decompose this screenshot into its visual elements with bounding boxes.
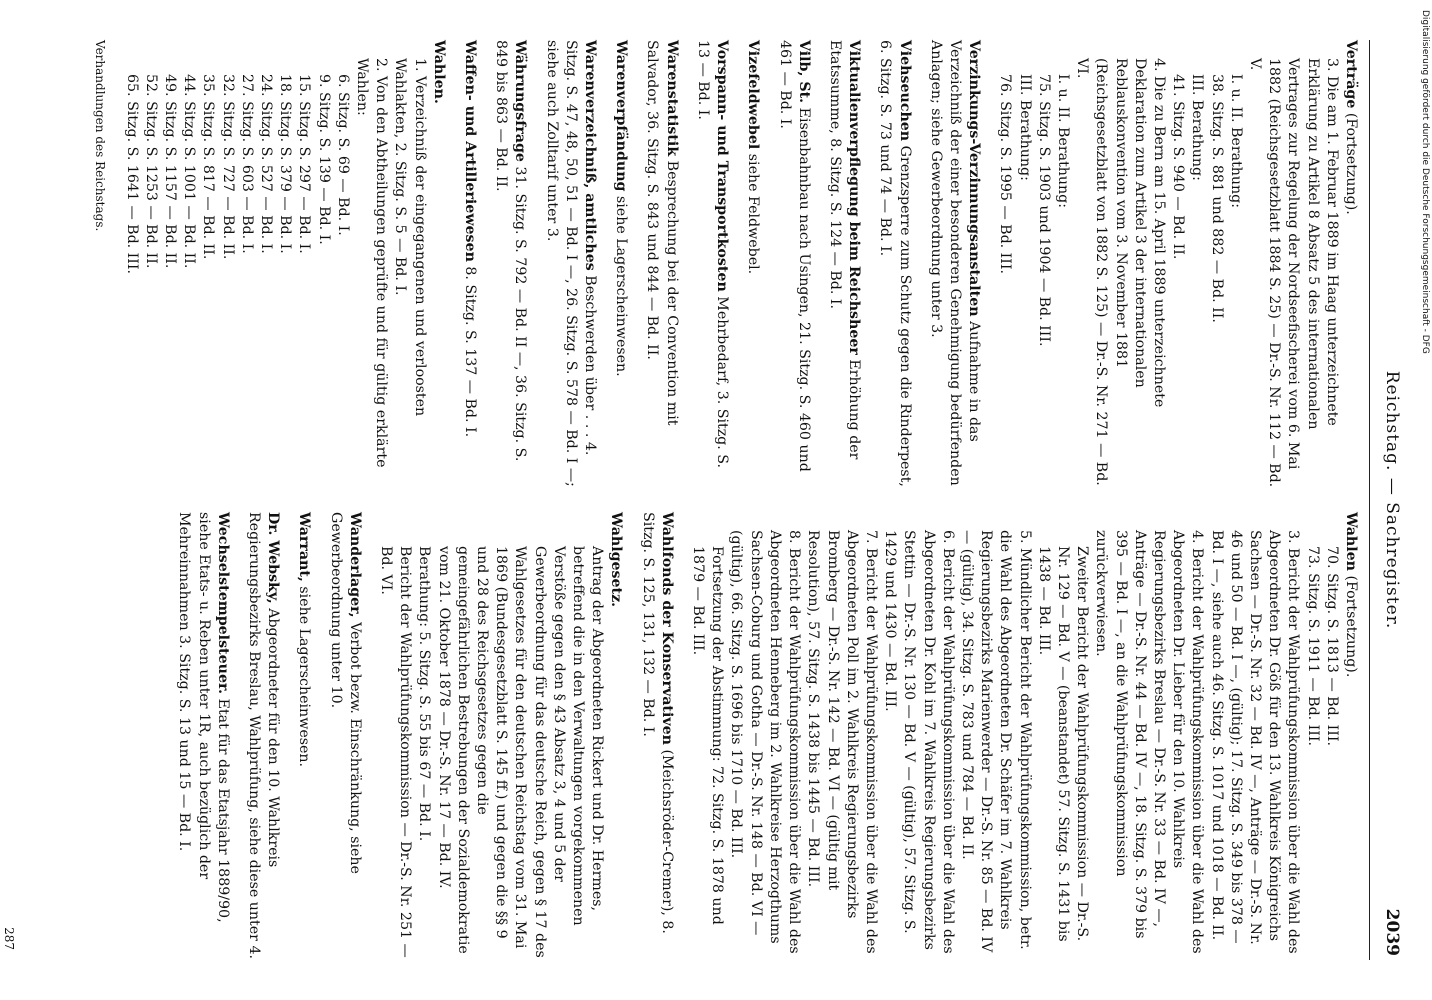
index-entry bbox=[541, 40, 599, 488]
index-entry bbox=[688, 512, 1360, 960]
entry-heading: Vorspann- und Transportkosten bbox=[714, 40, 731, 292]
index-entry bbox=[825, 40, 863, 488]
entry-line: 76. Sitzg. S. 1995 — Bd. III. bbox=[997, 74, 1014, 275]
index-entry bbox=[774, 40, 812, 488]
index-entry bbox=[376, 512, 626, 960]
index-entry bbox=[460, 40, 479, 488]
entry-line: I. u. II. Berathung: bbox=[1227, 74, 1244, 209]
entry-text: Verbot bezw. Einschränkung, siehe Gewerbeordnung unter 10. bbox=[327, 512, 363, 874]
entry-text: 31. Sitzg. S. 792 — Bd. II —, 36. Sitzg. S. 849 bis 863 — Bd. II. bbox=[493, 40, 529, 462]
digitization-note-text: Digitalisierung gefördert durch die Deutsche Forschungsgemeinschaft - DFG bbox=[1420, 10, 1430, 354]
index-entry bbox=[743, 40, 762, 488]
entry-heading: Warenverpfändung bbox=[613, 40, 630, 192]
entry-line: 38. Sitzg. S. 881 und 882 — Bd. II. bbox=[1208, 74, 1225, 323]
index-entry bbox=[637, 512, 675, 960]
entry-heading: Verzinkungs-Verzinnungsanstalten bbox=[966, 40, 983, 317]
entry-line: 4. Bericht der Wahlprüfungskommission über die Wahl des Abgeordneten Dr. Lieber für den 10. Wahlkreis Regierungsbezirks Breslau — Dr.-S. Nr. 33 — Bd. IV —, Anträge — Dr.-S. Nr. 44 — Bd. IV —, 18. Sitzg. S. 379 bis 395 — Bd. I —, an die Wahlprüfungskommission zurückverwiesen. bbox=[1093, 530, 1206, 954]
entry-heading: Warenstatistik bbox=[663, 40, 680, 157]
entry-text: Etat für das Etatsjahr 1889/90, siehe Etats- u. Reben unter 1R, auch bezüglich der Mehreinnahmen 3. Sitzg. S. 13 und 15 — Bd. I. bbox=[176, 512, 231, 923]
running-title: Reichstag. — Sachregister. bbox=[1382, 370, 1402, 630]
entry-line: 2. Von den Abtheilungen geprüfte und für gültig erklärte Wahlen: bbox=[354, 58, 390, 468]
index-entry bbox=[174, 512, 232, 960]
index-entry bbox=[121, 40, 447, 488]
index-entry bbox=[875, 40, 913, 488]
entry-text: Abgeordneter für den 10. Wahlkreis Regierungsbezirks Breslau, Wahlprüfung, siehe diese unter 4. bbox=[246, 512, 282, 959]
entry-heading: Wahlen bbox=[1343, 512, 1359, 571]
index-entry bbox=[325, 512, 363, 960]
entry-line: 6. Bericht der Wahlprüfungskommission über die Wahl des Abgeordneten Dr. Kohl im 7. Wahlkreis Regierungsbezirks Stettin — Dr.-S. Nr. 130 — Bd. V — (gültig), 57. Sitzg. S. 1429 und 1430 — Bd. III. bbox=[882, 530, 956, 954]
entry-heading: Warrant, bbox=[296, 512, 313, 582]
entry-line: Fortsetzung der Abstimmung: 72. Sitzg. S. 1878 und 1879 — Bd. III. bbox=[690, 546, 726, 925]
entry-line: 32. Sitzg. S. 727 — Bd. II. bbox=[219, 74, 236, 260]
entry-line: 3. Bericht der Wahlprüfungskommission über die Wahl des Abgeordneten Dr. Göß für den 13. Wahlkreis Königreichs Sachsen — Dr.-S. Nr. 32 — Bd. IV —, Anträge — Dr.-S. Nr. 46 und 50 — Bd. I —, (gültig); 17. Sitzg. S. 349 bis 378 — Bd. I —, siehe auch 46. Sitzg. S. 1017 und 1018 — Bd. II. bbox=[1208, 530, 1302, 954]
signature-number: 287 bbox=[2, 927, 16, 950]
entry-line: 24. Sitzg. S. 527 — Bd. I. bbox=[258, 74, 275, 254]
entry-heading: Warenverzeichniß, amtliches bbox=[582, 40, 599, 271]
index-entry bbox=[995, 40, 1360, 488]
entry-line: I. u. II. Berathung: bbox=[1054, 74, 1071, 209]
entry-heading: Wechselstempelsteuer. bbox=[214, 512, 231, 695]
entry-line: Bericht der Wahlprüfungskommission — Dr.-S. Nr. 251 — Bd. VI. bbox=[378, 546, 414, 958]
entry-line: 18. Sitzg. S. 379 — Bd. I. bbox=[277, 74, 294, 254]
entry-text: (Meichsröder-Cremer), 8. Sitzg. S. 125, 131, 132 — Bd. I. bbox=[639, 512, 675, 934]
entry-line: Antrag der Abgeordneten Rickert und Dr. Hermes, betreffend die in den Verwaltungen vorgekommenen Verstöße gegen den § 43 Absatz 3, 4 und 5 der Gewerbeordnung für das deutsche Reich, gegen § 17 des Wahlgesetzes für den deutschen Reichstag vom 31. Mai 1869 (Bundesgesetzblatt S. 145 ff.) und gegen die §§ 9 und 28 des Reichsgesetzes gegen die gemeingefährlichen Bestrebungen der Sozialdemokratie vom 21. Oktober 1878 — Dr.-S. Nr. 17 — Bd. IV. bbox=[435, 546, 606, 958]
entry-line: Zweiter Bericht der Wahlprüfungskommission — Dr.-S. Nr. 129 — Bd. V — (beanstandet) 57. Sitzg. S. 1431 bis 1438 — Bd. III. bbox=[1035, 546, 1091, 942]
entry-heading: Viehseuchen bbox=[896, 40, 913, 142]
entry-text: Aufnahme in das Verzeichniß der einer besonderen Genehmigung bedürfenden Anlagen; siehe Gewerbeordnung unter 3. bbox=[927, 40, 983, 486]
footer-note: Verhandlungen des Reichstags. bbox=[93, 40, 108, 232]
entry-line: 3. Die am 1. Februar 1889 im Haag unterzeichnete Erklärung zu Artikel 8 Absatz 5 des internationalen Vertrages zur Regelung der Nordseefischerei vom 6. Mai 1882 (Reichsgesetzblatt 1884 S. 25) — Dr.-S. Nr. 112 — Bd. V. bbox=[1246, 58, 1340, 488]
page-number: 2039 bbox=[1382, 908, 1402, 956]
entry-text: Mehrbedarf, 3. Sitzg. S. 13 — Bd. I. bbox=[694, 40, 731, 469]
index-entry bbox=[642, 40, 680, 488]
entry-heading: Verträge bbox=[1343, 40, 1359, 109]
entry-line: 49. Sitzg. S. 1157 — Bd. II. bbox=[162, 74, 179, 269]
index-entry bbox=[294, 512, 313, 960]
entry-heading: Waffen- und Artilleriewesen bbox=[462, 40, 479, 262]
entry-text: Erhöhung der Etatssumme, 8. Sitzg. S. 124 — Bd. I. bbox=[826, 40, 863, 460]
entry-text: (Fortsetzung). bbox=[1343, 575, 1359, 678]
left-column bbox=[30, 40, 1360, 488]
entry-text: (Fortsetzung). bbox=[1343, 112, 1359, 215]
page-header bbox=[1369, 40, 1410, 960]
entry-text: Beschwerden über . . . 4. Sitzg. S. 47, 48, 50, 51 — Bd. I —, 26. Sitzg. S. 578 — Bd. I —; siehe auch Zolltarif unter 3. bbox=[543, 40, 599, 487]
entry-line: 7. Bericht der Wahlprüfungskommission über die Wahl des Abgeordneten Poll im 2. Wahlkreis Regierungsbezirks Bromberg — Dr.-S. Nr. 142 — Bd. VI — (gültig mit Resolution), 57. Sitzg. S. 1438 bis 1445 — Bd. III. bbox=[805, 530, 879, 954]
index-entry bbox=[611, 40, 630, 488]
entry-text: Besprechung bei der Convention mit Salvador, 36. Sitzg. S. 843 und 844 — Bd. II. bbox=[644, 40, 680, 426]
columns bbox=[30, 40, 1360, 960]
entry-heading: Wanderlager, bbox=[346, 512, 363, 618]
entry-heading: Wahlfonds der Konservativen bbox=[658, 512, 675, 745]
entry-heading: Wahlgesetz. bbox=[608, 512, 625, 608]
entry-line: 8. Bericht der Wahlprüfungskommission über die Wahl des Abgeordneten Henneberg im 2. Wahlkreise Herzogthums Sachsen-Coburg und Gotha — Dr.-S. Nr. 148 — Bd. VI — (gültig), 66. Sitzg. S. 1696 bis 1710 — Bd. III. bbox=[728, 530, 803, 954]
entry-line: 27. Sitzg. S. 603 — Bd. I. bbox=[238, 74, 255, 254]
digitization-note bbox=[1418, 4, 1432, 996]
right-column bbox=[30, 512, 1360, 960]
entry-heading: Währungsfrage bbox=[512, 40, 529, 162]
entry-line: 35. Sitzg. S. 817 — Bd. II. bbox=[200, 74, 217, 260]
index-entry bbox=[244, 512, 282, 960]
page-content bbox=[2, 20, 1410, 980]
index-entry bbox=[693, 40, 731, 488]
entry-line: 6. Sitzg. S. 69 — Bd. I. bbox=[334, 74, 351, 236]
entry-heading: Dr. Websky, bbox=[265, 512, 282, 604]
entry-line: 4. Die zu Bern am 15. April 1889 unterzeichnete Deklaration zum Artikel 3 der internationalen Reblauskonvention vom 3. November 1881 (Reichsgesetzblatt von 1882 S. 125) — Dr.-S. Nr. 271 — Bd. VI. bbox=[1074, 58, 1167, 486]
entry-line: 41. Sitzg. S. 940 — Bd. II. bbox=[1170, 74, 1187, 260]
entry-text: Eisenbahnbau nach Usingen, 21. Sitzg. S. 460 und 461 — Bd. I. bbox=[776, 40, 812, 472]
entry-line: 9. Sitzg. S. 139 — Bd. I. bbox=[315, 74, 332, 245]
entry-line: 75. Sitzg. S. 1903 und 1904 — Bd. III. bbox=[1035, 74, 1052, 347]
entry-line: 73. Sitzg. S. 1911 — Bd. III. bbox=[1304, 546, 1321, 747]
entry-line: III. Berathung: bbox=[1189, 74, 1206, 181]
entry-line: 70. Sitzg. S. 1813 — Bd. III. bbox=[1323, 546, 1340, 747]
entry-line: III. Berathung: bbox=[1016, 74, 1033, 181]
entry-text: siehe Feldwebel. bbox=[745, 153, 762, 275]
entry-text: Grenzsperre zum Schutz gegen die Rinderpest, 6. Sitzg. S. 73 und 74 — Bd. I. bbox=[877, 40, 913, 487]
entry-heading: Wahlen. bbox=[430, 40, 447, 104]
entry-text: siehe Lagerscheinwesen. bbox=[613, 195, 630, 377]
entry-heading: Vilb, St. bbox=[795, 40, 812, 104]
entry-text: siehe Lagerscheinwesen. bbox=[296, 586, 313, 768]
index-entry bbox=[926, 40, 984, 488]
entry-text: 8. Sitzg. S. 137 — Bd. I. bbox=[462, 266, 479, 438]
entry-heading: Viktualienverpflegung beim Reichsheer bbox=[846, 40, 863, 355]
entry-line: 15. Sitzg. S. 297 — Bd. I. bbox=[296, 74, 313, 254]
entry-line: 1. Verzeichniß der eingegangenen und verloosten Wahlakten, 2. Sitzg. S. 5 — Bd. I. bbox=[392, 58, 428, 417]
entry-line: 5. Mündlicher Bericht der Wahlprüfungskommission, betr. die Wahl des Abgeordneten Dr. Schäfer im 7. Wahlkreis Regierungsbezirks Marienwerder — Dr.-S. Nr. 85 — Bd. IV — (gültig), 34. Sitzg. S. 783 und 784 — Bd. II. bbox=[958, 530, 1033, 953]
entry-line: 52. Sitzg. S. 1253 — Bd. II. bbox=[142, 74, 159, 269]
entry-line: 65. Sitzg. S. 1641 — Bd. III. bbox=[123, 74, 140, 275]
entry-heading: Vizefeldwebel bbox=[745, 40, 762, 150]
entry-line: Berathung: 5. Sitzg. S. 55 bis 67 — Bd. I. bbox=[416, 546, 433, 842]
index-entry bbox=[491, 40, 529, 488]
entry-line: 44. Sitzg. S. 1001 — Bd. II. bbox=[181, 74, 198, 269]
